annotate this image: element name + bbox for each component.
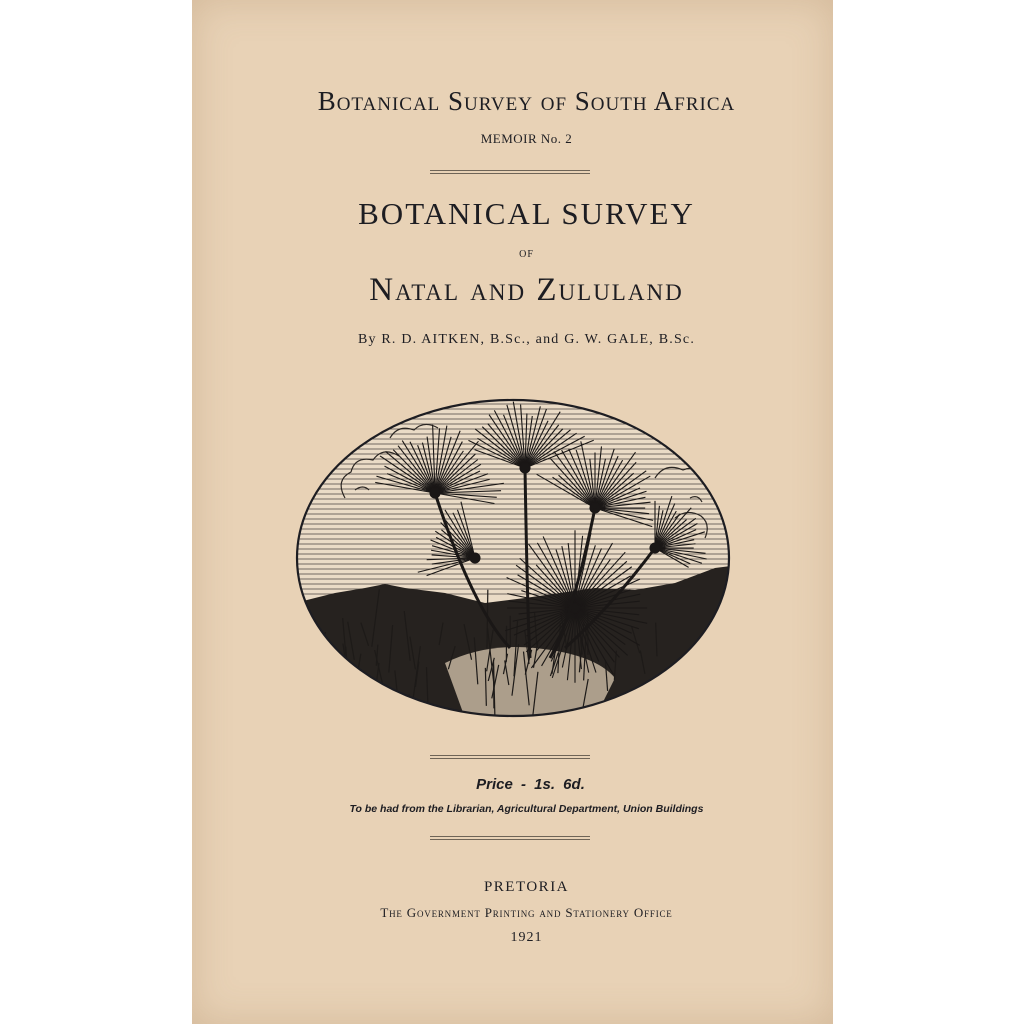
series-title: Botanical Survey of South Africa xyxy=(317,86,736,116)
region-title: Natal and Zululand xyxy=(369,272,684,308)
title-connector: OF xyxy=(519,249,534,260)
publication-year: 1921 xyxy=(510,930,543,945)
publisher-city: PRETORIA xyxy=(483,879,570,895)
divider-bottom xyxy=(430,836,590,840)
divider-top xyxy=(430,170,590,174)
document-cover xyxy=(192,0,833,1024)
main-title: BOTANICAL SURVEY xyxy=(358,196,695,231)
divider-middle xyxy=(430,755,590,759)
palm-landscape-illustration xyxy=(295,398,731,718)
memoir-number: MEMOIR No. 2 xyxy=(480,131,573,146)
publisher-name: The Government Printing and Stationery Office xyxy=(380,905,673,920)
availability-line: To be had from the Librarian, Agricultural Department, Union Buildings xyxy=(349,803,704,815)
authors-line: By R. D. AITKEN, B.Sc., and G. W. GALE, B.Sc. xyxy=(357,332,696,347)
price-line: Price - 1s. 6d. xyxy=(476,776,585,793)
